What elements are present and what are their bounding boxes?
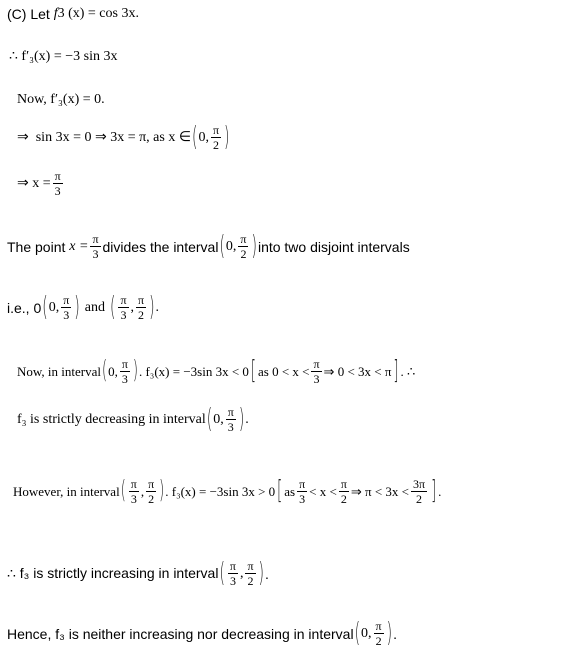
line-text: (x) = cos 3x.	[64, 6, 139, 21]
line-text: ∴ f₃ is strictly increasing in interval	[7, 565, 219, 581]
line-text: as 0 < x <	[257, 363, 310, 379]
line-define-f3	[7, 6, 139, 22]
interval-left: 0,	[213, 411, 224, 427]
line-strictly-increasing: ∴ f₃ is strictly increasing in interval ( $\frac{\pi}{3}$ , $\frac{\pi}{2}$ ) .	[7, 558, 269, 589]
fraction: $\frac{3\pi}{2}$	[413, 477, 426, 506]
line-text: (C) Let	[7, 6, 54, 22]
line-point-divides: The point x = $\frac{\pi}{3}$ divides the interval ( 0, $\frac{\pi}{2}$ ) into two disjoint intervals	[7, 231, 410, 262]
line-text: .	[245, 411, 249, 427]
fraction: $\frac{\pi}{3}$	[63, 293, 70, 322]
line-text: ∴ f′₃(x) = −3 sin 3x	[9, 49, 118, 64]
interval-left: 0,	[198, 129, 209, 145]
line-text: ⇒ x =	[17, 176, 51, 191]
interval-left: 0,	[225, 238, 237, 254]
line-text: as	[284, 483, 296, 499]
line-set-zero	[17, 92, 105, 108]
line-text: ⇒ π < 3x <	[350, 483, 410, 499]
function-name: f	[53, 6, 58, 21]
line-text: f₃ is strictly decreasing in interval	[17, 411, 206, 427]
line-solve: ⇒ sin 3x = 0 ⇒ 3x = π, as x ∈ ( 0, $\frac{\pi}{2}$ )	[17, 122, 230, 153]
line-text: .	[393, 625, 397, 642]
line-conclusion: Hence, f₃ is neither increasing nor decreasing in interval ( 0, $\frac{\pi}{2}$ ) .	[7, 618, 397, 649]
line-increasing-check: However, in interval ( $\frac{\pi}{3}$ , $\frac{\pi}{2}$ ) . f₃(x) = −3sin 3x > 0 [ as $\frac{\pi}{3}$ < x < $\frac{\pi}{2}$ ⇒ π < 3x < $\frac{3\pi}{2}$ ] .	[13, 476, 442, 507]
line-text: . f₃(x) = −3sin 3x < 0	[138, 363, 249, 379]
function-subscript: 3	[57, 6, 65, 21]
fraction: $\frac{\pi}{2}$	[148, 477, 155, 506]
line-strictly-decreasing: f₃ is strictly decreasing in interval ( 0, $\frac{\pi}{3}$ ) .	[17, 404, 249, 435]
line-text: Hence, f₃ is neither increasing nor decreasing in interval	[7, 625, 354, 642]
fraction: $\frac{\pi}{2}$	[138, 293, 145, 322]
line-text: . ∴	[400, 363, 416, 379]
fraction: $\frac{\pi}{2}$	[247, 559, 254, 588]
line-text: . f₃(x) = −3sin 3x > 0	[165, 483, 276, 499]
line-text: divides the interval	[102, 238, 219, 255]
fraction: $\frac{\pi}{2}$	[212, 123, 220, 152]
line-text: into two disjoint intervals	[257, 238, 410, 255]
and-word: and	[84, 299, 105, 315]
line-text: x =	[69, 238, 89, 254]
interval-left: 0,	[361, 625, 372, 641]
fraction: $\frac{\pi}{3}$	[229, 559, 236, 588]
line-derivative	[9, 48, 117, 65]
fraction: $\frac{\pi}{3}$	[299, 477, 306, 506]
fraction: $\frac{\pi}{3}$	[92, 232, 99, 261]
fraction: $\frac{\pi}{3}$	[227, 405, 234, 434]
fraction: $\frac{\pi}{2}$	[375, 619, 382, 648]
fraction: $\frac{\pi}{3}$	[130, 477, 137, 506]
line-text: Now, in interval	[17, 363, 101, 379]
line-text: The point	[7, 238, 70, 255]
line-ie-intervals: i.e., 0 ( 0, $\frac{\pi}{3}$ ) and ( $\frac{\pi}{3}$ , $\frac{\pi}{2}$ ) .	[7, 292, 160, 323]
line-x-value	[17, 170, 65, 197]
line-text: ⇒ 0 < 3x < π	[323, 363, 392, 379]
line-text: < x <	[309, 483, 337, 499]
fraction: $\frac{\pi}{3}$	[121, 357, 128, 386]
fraction: $\frac{\pi}{2}$	[340, 477, 347, 506]
fraction: $\frac{\pi}{3}$	[120, 293, 127, 322]
line-text: i.e., 0	[7, 299, 42, 316]
fraction: $\frac{\pi}{3}$	[313, 357, 320, 386]
interval-left: 0,	[48, 299, 60, 315]
fraction: $\frac{\pi}{3}$	[54, 169, 61, 198]
line-text: Now, f′₃(x) = 0.	[17, 92, 105, 107]
fraction: $\frac{\pi}{2}$	[240, 232, 247, 261]
line-text: .	[265, 565, 269, 582]
line-decreasing-check: Now, in interval ( 0, $\frac{\pi}{3}$ ) . f₃(x) = −3sin 3x < 0 [ as 0 < x < $\frac{\pi}{3}$ ⇒ 0 < 3x < π ] . ∴	[17, 356, 416, 387]
line-text: However, in interval	[13, 483, 120, 499]
interval-left: 0,	[108, 363, 118, 379]
line-text: ⇒ sin 3x = 0 ⇒ 3x = π, as x ∈	[17, 130, 192, 145]
